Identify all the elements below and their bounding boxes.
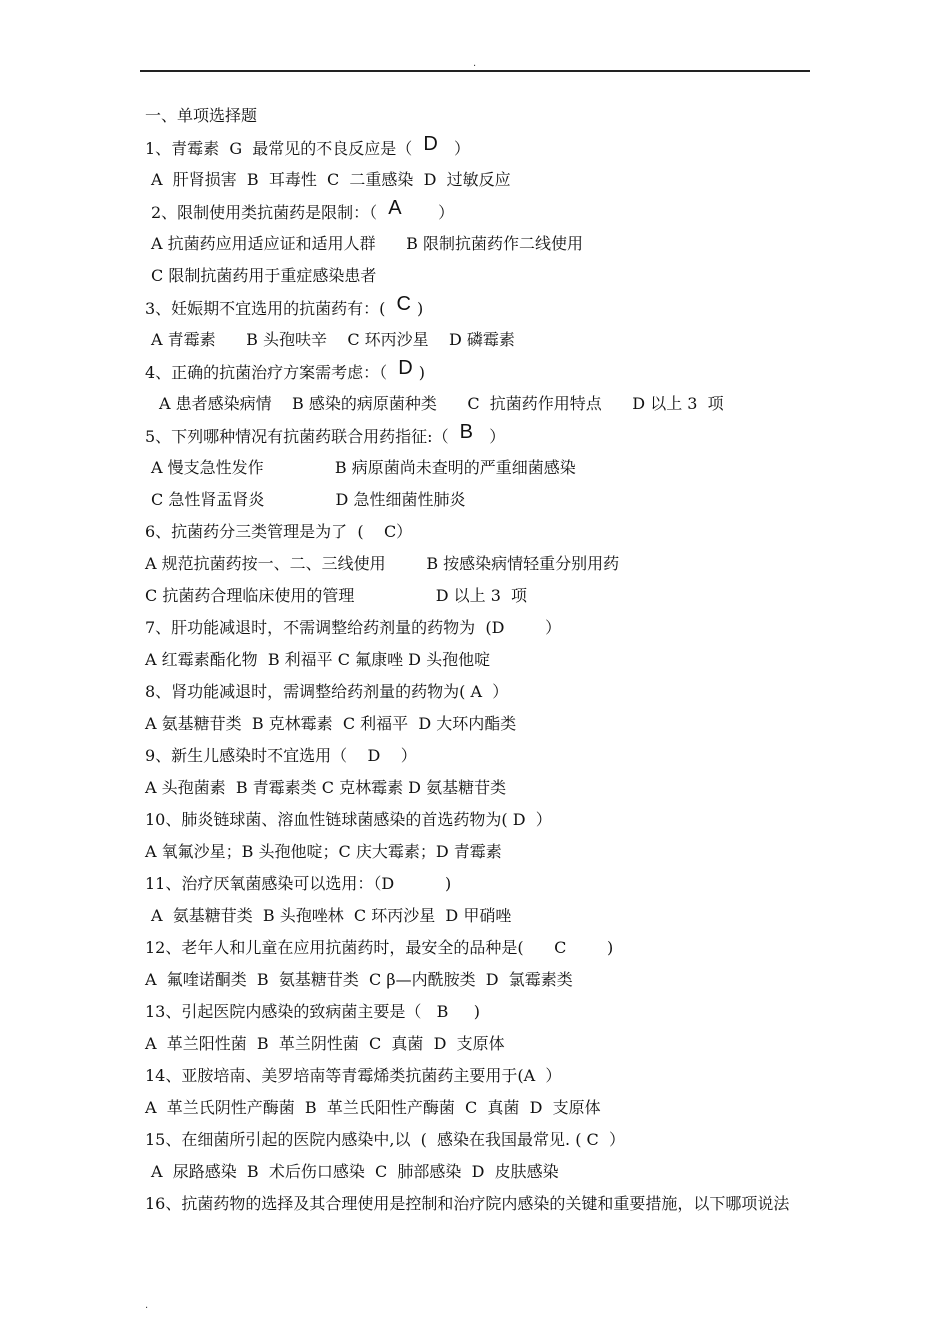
question-6-options-2: C 抗菌药合理临床使用的管理 D 以上 3 项 [145, 586, 528, 605]
question-6: 6、抗菌药分三类管理是为了 ( C） [145, 522, 413, 541]
question-13-options: A 革兰阳性菌 B 革兰阴性菌 C 真菌 D 支原体 [145, 1034, 505, 1053]
question-6-options-1: A 规范抗菌药按一、二、三线使用 B 按感染病情轻重分别用药 [145, 554, 620, 573]
question-3: 3、妊娠期不宜选用的抗菌药有：( C ) [145, 292, 815, 324]
question-10-options: A 氧氟沙星；B 头孢他啶；C 庆大霉素；D 青霉素 [145, 842, 502, 861]
question-2: 2、限制使用类抗菌药是限制：（ A ） [145, 196, 815, 228]
question-list [145, 100, 815, 1220]
question-9-options: A 头孢菌素 B 青霉素类 C 克林霉素 D 氨基糖苷类 [145, 778, 507, 797]
question-2-options-1: A 抗菌药应用适应证和适用人群 B 限制抗菌药作二线使用 [151, 234, 584, 253]
question-9: 9、新生儿感染时不宜选用（ D ） [145, 746, 417, 765]
handwritten-answer-5: B [459, 421, 474, 443]
question-5: 5、下列哪种情况有抗菌药联合用药指征:（ B ） [145, 420, 815, 452]
question-10: 10、肺炎链球菌、溶血性链球菌感染的首选药物为( D ） [145, 810, 552, 829]
question-15: 15、在细菌所引起的医院内感染中,以 ( 感染在我国最常见. ( C ） [145, 1130, 625, 1149]
question-4-options: A 患者感染病情 B 感染的病原菌种类 C 抗菌药作用特点 D 以上 3 项 [159, 394, 724, 413]
question-14: 14、亚胺培南、美罗培南等青霉烯类抗菌药主要用于(A ） [145, 1066, 562, 1085]
question-11: 11、治疗厌氧菌感染可以选用：（D ) [145, 874, 452, 893]
handwritten-answer-4: D [398, 357, 413, 379]
question-16: 16、抗菌药物的选择及其合理使用是控制和治疗院内感染的关键和重要措施，以下哪项说法 [145, 1194, 790, 1213]
header-rule [140, 70, 810, 72]
question-7: 7、肝功能减退时，不需调整给药剂量的药物为 (D ） [145, 618, 562, 637]
question-11-options: A 氨基糖苷类 B 头孢唑林 C 环丙沙星 D 甲硝唑 [151, 906, 512, 925]
question-15-options: A 尿路感染 B 术后伤口感染 C 肺部感染 D 皮肤感染 [151, 1162, 559, 1181]
question-8-options: A 氨基糖苷类 B 克林霉素 C 利福平 D 大环内酯类 [145, 714, 517, 733]
question-5-options-1: A 慢支急性发作 B 病原菌尚未查明的严重细菌感染 [151, 458, 576, 477]
question-7-options: A 红霉素酯化物 B 利福平 C 氟康唑 D 头孢他啶 [145, 650, 491, 669]
section-title: 一、单项选择题 [145, 106, 258, 125]
question-5-options-2: C 急性肾盂肾炎 D 急性细菌性肺炎 [151, 490, 466, 509]
question-1: 1、青霉素 G 最常见的不良反应是（ D ） [145, 132, 815, 164]
question-13: 13、引起医院内感染的致病菌主要是（ B ) [145, 1002, 481, 1021]
footer-mark: . [145, 1300, 149, 1311]
header-mark: . [473, 58, 477, 69]
handwritten-answer-2: A [388, 197, 402, 219]
question-2-options-2: C 限制抗菌药用于重症感染患者 [151, 266, 377, 285]
question-1-options: A 肝肾损害 B 耳毒性 C 二重感染 D 过敏反应 [151, 170, 511, 189]
question-14-options: A 革兰氏阴性产酶菌 B 革兰氏阳性产酶菌 C 真菌 D 支原体 [145, 1098, 601, 1117]
question-12: 12、老年人和儿童在应用抗菌药时，最安全的品种是( C ) [145, 938, 614, 957]
handwritten-answer-3: C [396, 293, 411, 315]
handwritten-answer-1: D [423, 133, 438, 155]
question-3-options: A 青霉素 B 头孢呋辛 C 环丙沙星 D 磷霉素 [151, 330, 515, 349]
question-12-options: A 氟喹诺酮类 B 氨基糖苷类 C β—内酰胺类 D 氯霉素类 [145, 970, 573, 989]
question-8: 8、肾功能减退时，需调整给药剂量的药物为( A ） [145, 682, 509, 701]
question-4: 4、正确的抗菌治疗方案需考虑：（ D ) [145, 356, 815, 388]
